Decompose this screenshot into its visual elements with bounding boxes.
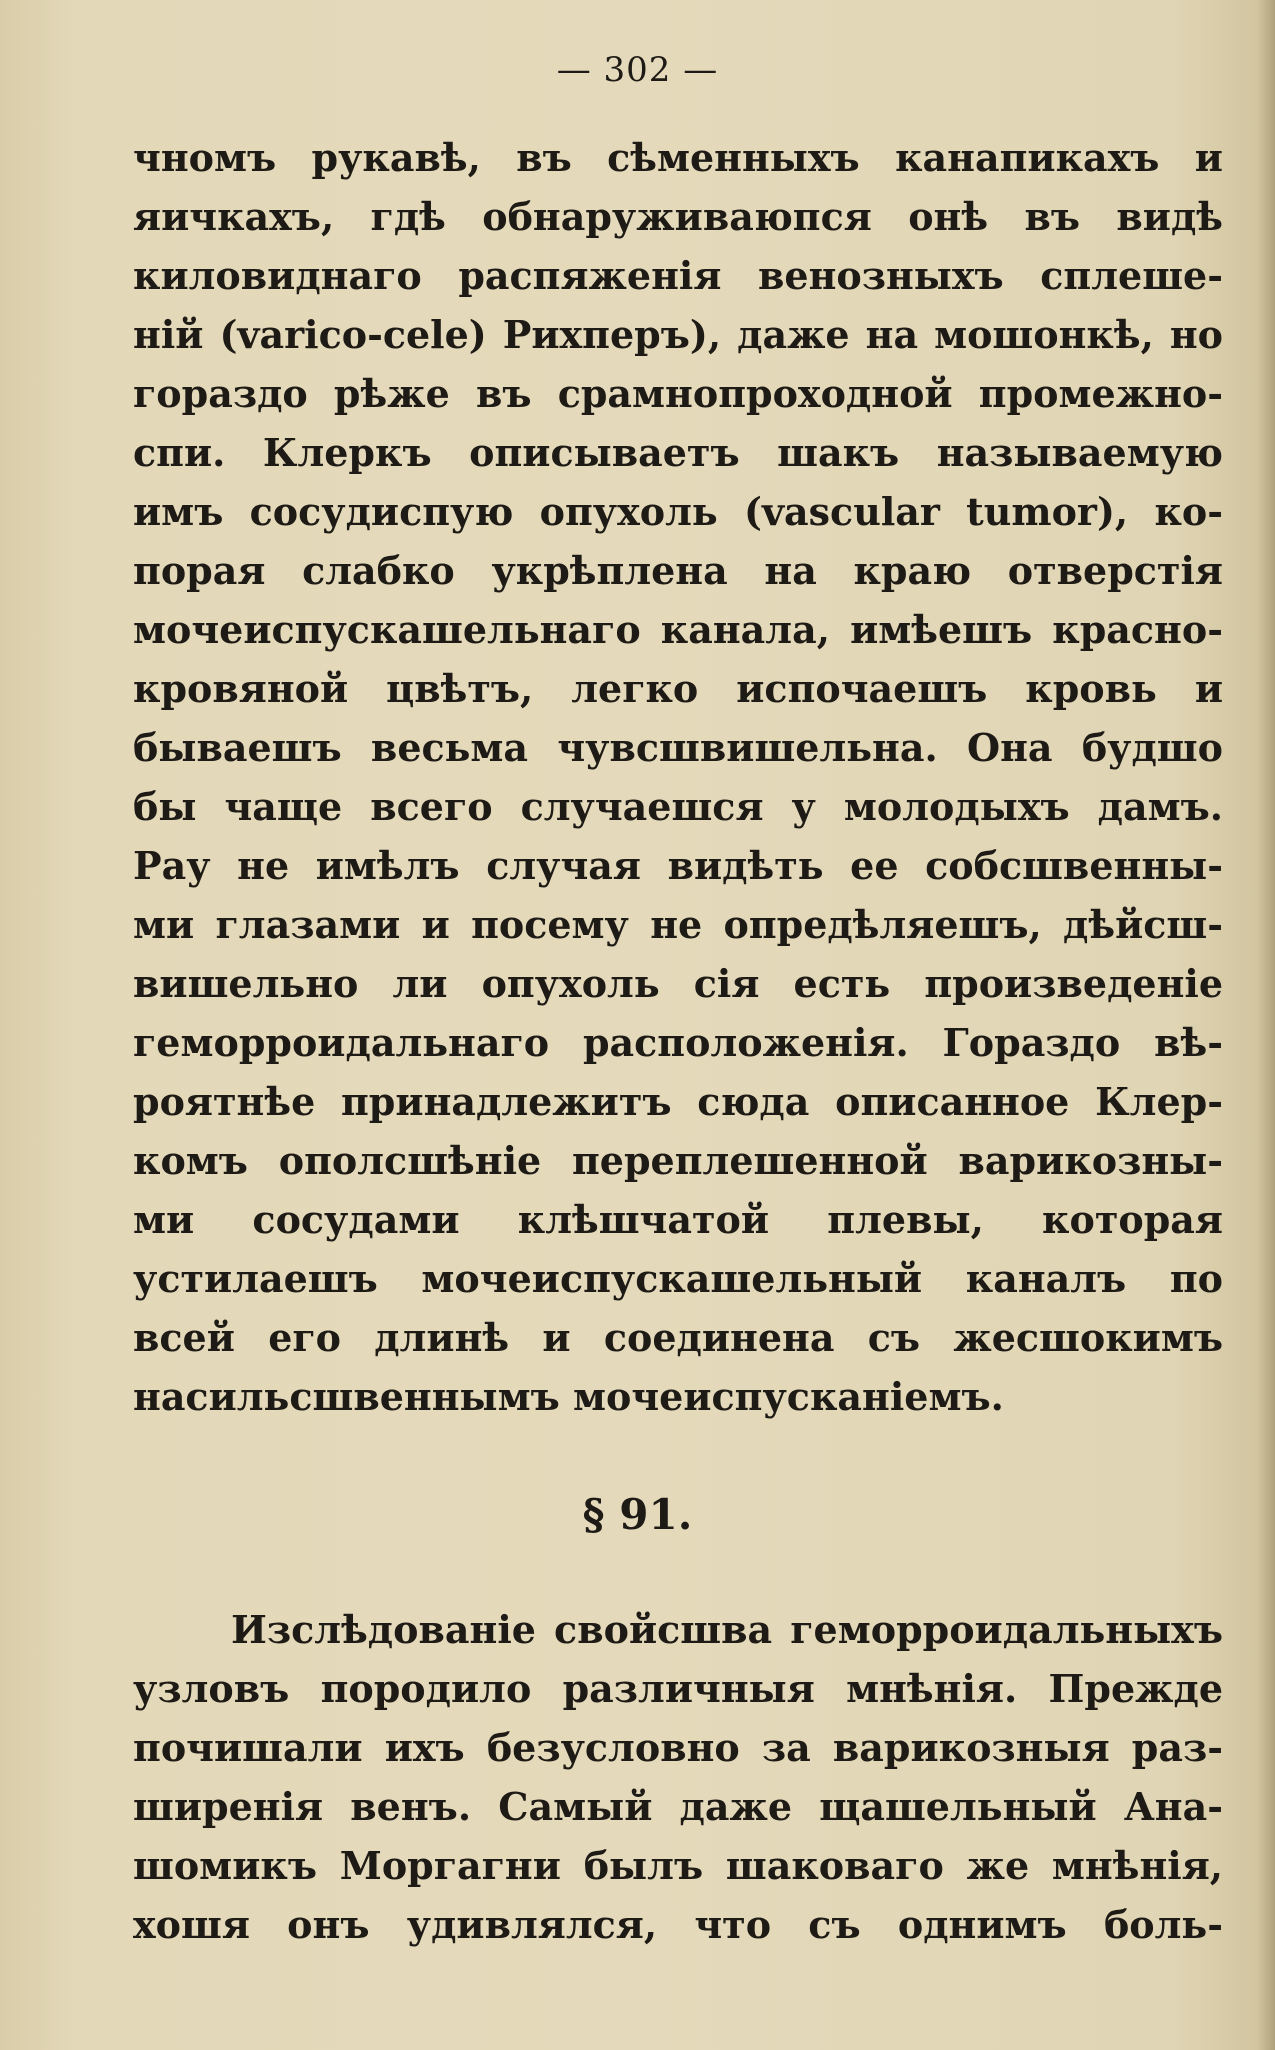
- text-line: бываешъ весьма чувсшвишельна. Она будшо: [133, 725, 1223, 770]
- paragraph-2: [133, 1600, 1223, 1954]
- text-line: почишали ихъ безусловно за варикозныя раз-: [133, 1725, 1223, 1770]
- text-line: ми глазами и посему не опредѣляешъ, дѣйсш-: [133, 902, 1223, 947]
- text-line: комъ ополсшѣніе переплешенной варикозны-: [133, 1138, 1223, 1183]
- text-line: ширенія венъ. Самый даже щашельный Ана-: [133, 1784, 1223, 1829]
- text-line: имъ сосудиспую опухоль (vascular tumor), ко-: [133, 489, 1223, 534]
- text-line: киловиднаго распяженія венозныхъ сплеше-: [133, 253, 1223, 298]
- text-line: хошя онъ удивлялся, что съ однимъ боль-: [133, 1902, 1223, 1947]
- text-line: чномъ рукавѣ, въ сѣменныхъ канапикахъ и: [133, 135, 1223, 180]
- text-line: насильсшвеннымъ мочеиспусканіемъ.: [133, 1374, 1004, 1419]
- text-line: бы чаще всего случаешся у молодыхъ дамъ.: [133, 784, 1223, 829]
- text-line: всей его длинѣ и соединена съ жесшокимъ: [133, 1315, 1223, 1360]
- paragraph-1: [133, 128, 1223, 1426]
- text-line: спи. Клеркъ описываетъ шакъ называемую: [133, 430, 1223, 475]
- text-line: Рау не имѣлъ случая видѣть ее собсшвенны-: [133, 843, 1223, 888]
- text-line: ми сосудами клѣшчатой плевы, которая: [133, 1197, 1223, 1242]
- text-line: ній (varico-cele) Рихперъ), даже на мошонкѣ, но: [133, 312, 1223, 357]
- text-line: вишельно ли опухоль сія есть произведеніе: [133, 961, 1223, 1006]
- text-line: мочеиспускашельнаго канала, имѣешъ красно-: [133, 607, 1223, 652]
- text-line: гораздо рѣже въ срамнопроходной промежно-: [133, 371, 1223, 416]
- section-heading: § 91.: [582, 1490, 693, 1539]
- text-line: Изслѣдованіе свойсшва геморроидальныхъ: [231, 1607, 1223, 1652]
- text-line: порая слабко укрѣплена на краю отверстія: [133, 548, 1223, 593]
- page-edge-shadow: [1257, 0, 1275, 2050]
- page-number: — 302 —: [556, 50, 719, 90]
- text-line: роятнѣе принадлежитъ сюда описанное Клер-: [133, 1079, 1223, 1124]
- text-line: кровяной цвѣтъ, легко испочаешъ кровь и: [133, 666, 1223, 711]
- text-line: яичкахъ, гдѣ обнаруживаюпся онѣ въ видѣ: [133, 194, 1223, 239]
- text-line: узловъ породило различныя мнѣнія. Прежде: [133, 1666, 1223, 1711]
- text-line: геморроидальнаго расположенія. Гораздо вѣ-: [133, 1020, 1223, 1065]
- text-line: устилаешъ мочеиспускашельный каналъ по: [133, 1256, 1223, 1301]
- text-line: шомикъ Моргагни былъ шаковаго же мнѣнія,: [133, 1843, 1223, 1888]
